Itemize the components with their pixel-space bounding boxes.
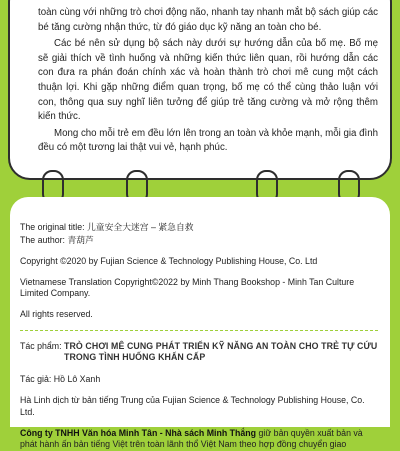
author-name: 青葫芦 [67,234,94,245]
original-title-row [20,222,378,234]
work-title: TRÒ CHƠI MÊ CUNG PHÁT TRIỂN KỸ NĂNG AN TOÀN CHO TRẺ TỰ CỨU TRONG TÌNH HUỐNG KHẨN CẤP [64,340,378,363]
original-title: 儿童安全大迷宫 – 紧急自救 [87,222,194,232]
intro-notepad-card [8,0,392,180]
copyright-original: Copyright ©2020 by Fujian Science & Technology Publishing House, Co. Ltd [20,256,318,267]
company-rights-text: giữ bản quyền xuất bản và phát hành ấn bản tiếng Việt trên toàn lãnh thổ Việt Nam theo hợp đồng chuyển giao [20,427,363,450]
translation-note: Hà Linh dịch từ bản tiếng Trung của Fujian Science & Technology Publishing House, Co. Ltd. [20,395,365,417]
company-rights [20,428,378,451]
company-name: Công ty TNHH Văn hóa Minh Tân - Nhà sách Minh Thắng [20,427,257,438]
credits-text [20,222,378,451]
work-label: Tác phẩm: [20,340,62,351]
intro-paragraph-3: Mong cho mỗi trẻ em đều lớn lên trong an toàn và khỏe mạnh, mỗi gia đình đều có một tương lai thật vui vẻ, hạnh phúc. [38,127,378,154]
intro-text [38,6,378,158]
original-title-label: The original title: [20,222,85,232]
dashed-divider [20,330,378,331]
intro-paragraph-1: toàn cùng với những trò chơi động não, nhanh tay nhanh mắt bộ sách giúp các bé tăng cường nhận thức, từ đó giáo dục kỹ năng an toàn cho bé. [38,7,378,33]
author-row [20,235,378,247]
copyright-translation: Vietnamese Translation Copyright©2022 by Minh Thang Bookshop - Minh Tan Culture Limited Company. [20,276,355,299]
vn-author-row [20,374,378,386]
rights-statement: All rights reserved. [20,308,93,319]
intro-paragraph-2: Các bé nên sử dụng bộ sách này dưới sự hướng dẫn của bố mẹ. Bố mẹ sẽ giải thích về tình huống và những kiến thức liên quan, rồi hướng dẫn các con đưa ra phán đoán chính xác và hoàn thành trò chơi mê cung một cách thuận lợi. Khi gặp những điểm quan trọng, bố mẹ có thể cùng thảo luận với con, thông qua suy nghĩ liên tưởng để giúp trẻ tăng cường và mở rộng thêm kiến thức. [38,38,378,123]
vn-author-label: Tác giả: [20,373,52,384]
work-title-row [20,341,378,364]
vn-author-name: Hồ Lô Xanh [53,373,101,384]
author-label: The author: [20,234,65,245]
